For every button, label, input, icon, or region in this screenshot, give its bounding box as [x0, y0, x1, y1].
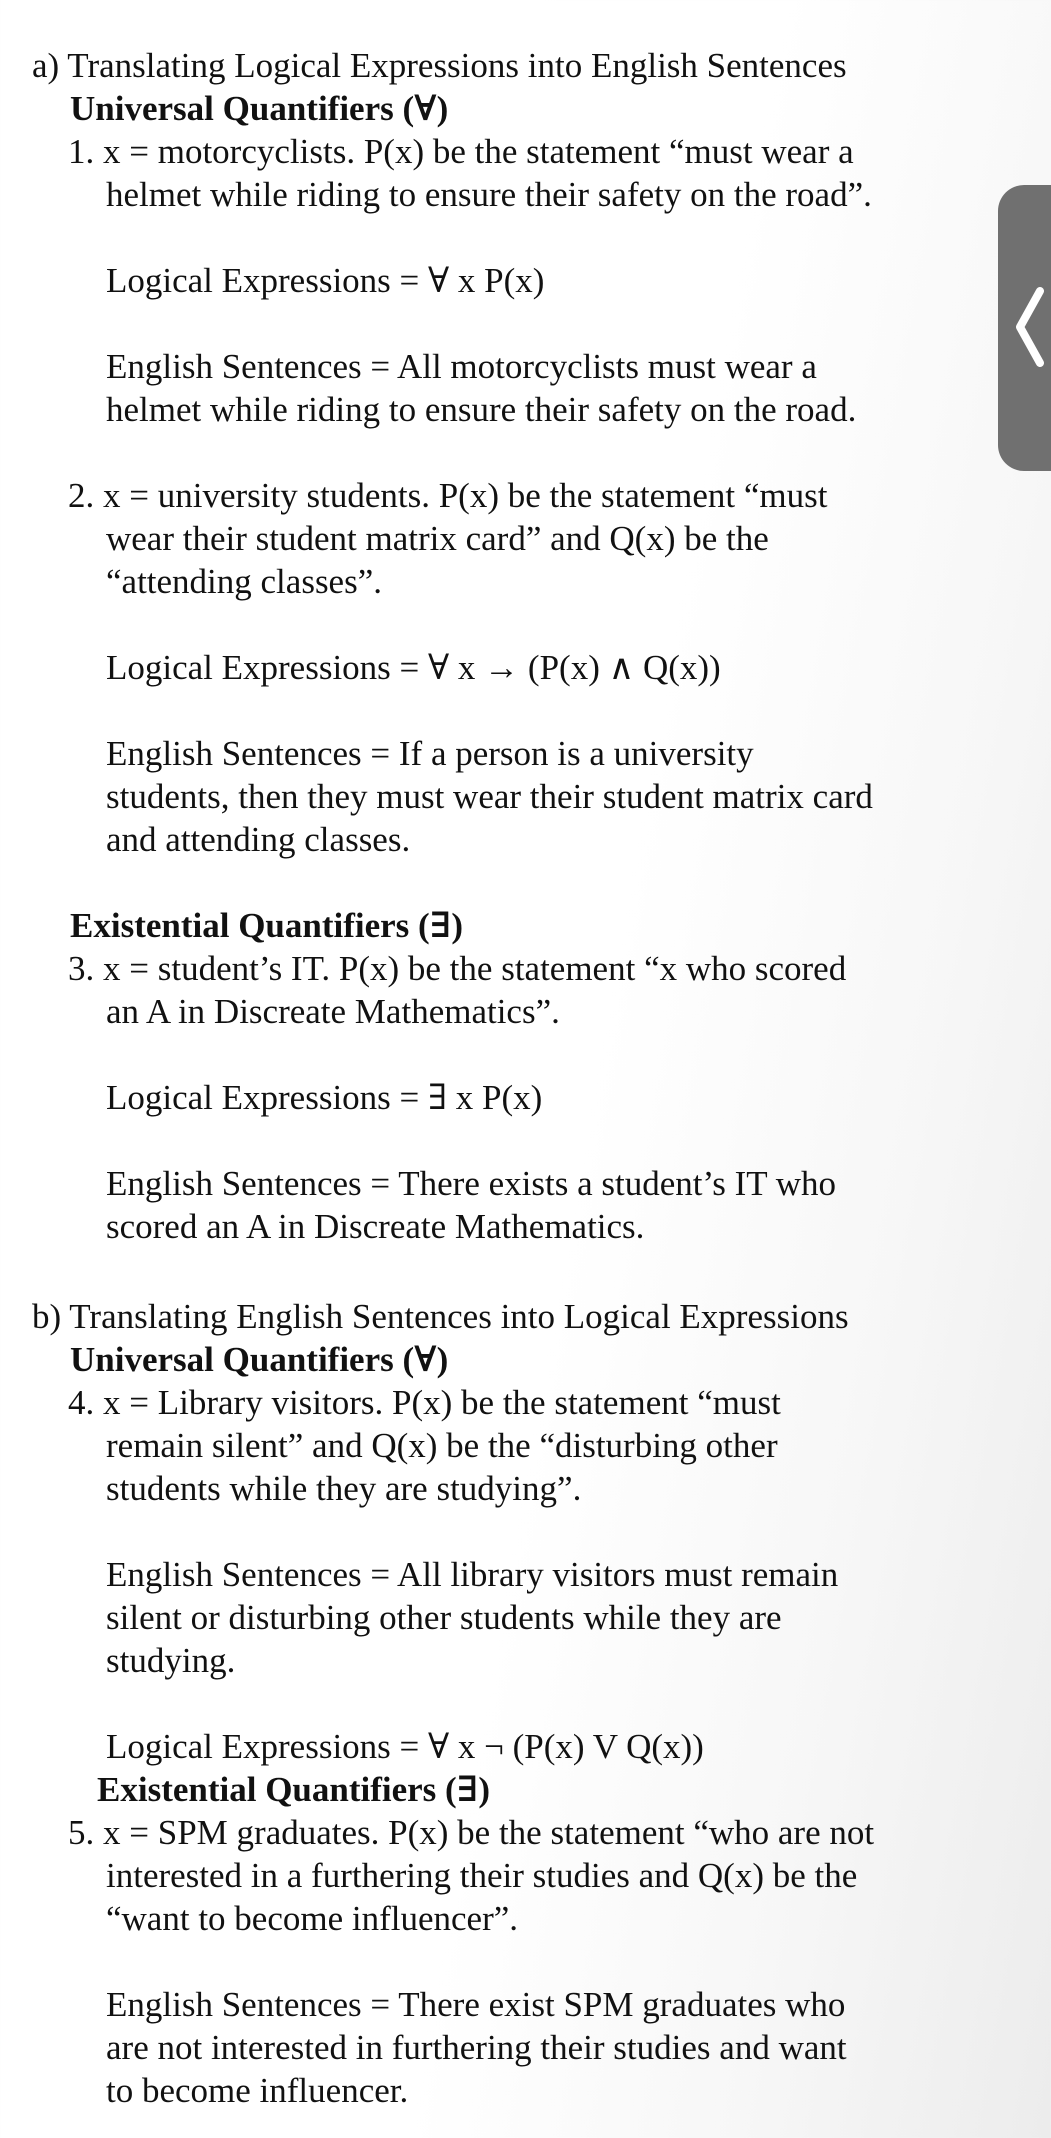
- item-4-english-line-1: English Sentences = All library visitors must remain: [106, 1555, 839, 1594]
- item-5-line-2: interested in a furthering their studies and Q(x) be the: [106, 1856, 858, 1895]
- item-4-english-line-3: studying.: [106, 1641, 236, 1680]
- item-3-line-1: 3. x = student’s IT. P(x) be the statement “x who scored: [68, 949, 847, 988]
- item-5-line-3: “want to become influencer”.: [106, 1899, 519, 1938]
- item-2-line-1: 2. x = university students. P(x) be the statement “must: [68, 476, 828, 515]
- subheading-universal-quantifiers: Universal Quantifiers (∀): [70, 89, 449, 128]
- item-2-logical-expression: Logical Expressions = ∀ x → (P(x) ∧ Q(x)): [106, 648, 721, 687]
- item-4-english-line-2: silent or disturbing other students while they are: [106, 1598, 782, 1637]
- subheading-existential-quantifiers-b: Existential Quantifiers (∃): [97, 1770, 491, 1809]
- side-panel-tab[interactable]: [998, 185, 1051, 471]
- item-1-english-line-2: helmet while riding to ensure their safety on the road.: [106, 390, 857, 429]
- item-5-english-line-1: English Sentences = There exist SPM graduates who: [106, 1985, 846, 2024]
- item-1-line-2: helmet while riding to ensure their safety on the road”.: [106, 175, 872, 214]
- item-5-english-line-2: are not interested in furthering their studies and want: [106, 2028, 847, 2067]
- item-1-logical-expression: Logical Expressions = ∀ x P(x): [106, 261, 545, 300]
- item-3-line-2: an A in Discreate Mathematics”.: [106, 992, 560, 1031]
- item-2-line-2: wear their student matrix card” and Q(x) be the: [106, 519, 769, 558]
- item-4-line-2: remain silent” and Q(x) be the “disturbing other: [106, 1426, 778, 1465]
- item-3-english-line-1: English Sentences = There exists a student’s IT who: [106, 1164, 836, 1203]
- item-2-english-line-1: English Sentences = If a person is a university: [106, 734, 754, 773]
- item-2-english-line-3: and attending classes.: [106, 820, 411, 859]
- item-5-english-line-3: to become influencer.: [106, 2071, 409, 2110]
- item-1-english-line-1: English Sentences = All motorcyclists must wear a: [106, 347, 817, 386]
- item-4-line-1: 4. x = Library visitors. P(x) be the statement “must: [68, 1383, 781, 1422]
- item-5-line-1: 5. x = SPM graduates. P(x) be the statement “who are not: [68, 1813, 875, 1852]
- item-3-english-line-2: scored an A in Discreate Mathematics.: [106, 1207, 645, 1246]
- section-a-heading: a) Translating Logical Expressions into English Sentences: [32, 46, 847, 85]
- item-4-line-3: students while they are studying”.: [106, 1469, 582, 1508]
- section-b-heading: b) Translating English Sentences into Logical Expressions: [32, 1297, 849, 1336]
- item-1-line-1: 1. x = motorcyclists. P(x) be the statement “must wear a: [68, 132, 854, 171]
- item-3-logical-expression: Logical Expressions = ∃ x P(x): [106, 1078, 543, 1117]
- item-2-english-line-2: students, then they must wear their student matrix card: [106, 777, 873, 816]
- subheading-universal-quantifiers-b: Universal Quantifiers (∀): [70, 1340, 449, 1379]
- chevron-left-icon: [1012, 285, 1046, 369]
- subheading-existential-quantifiers: Existential Quantifiers (∃): [70, 906, 464, 945]
- item-2-line-3: “attending classes”.: [106, 562, 383, 601]
- item-4-logical-expression: Logical Expressions = ∀ x ¬ (P(x) V Q(x)): [106, 1727, 704, 1766]
